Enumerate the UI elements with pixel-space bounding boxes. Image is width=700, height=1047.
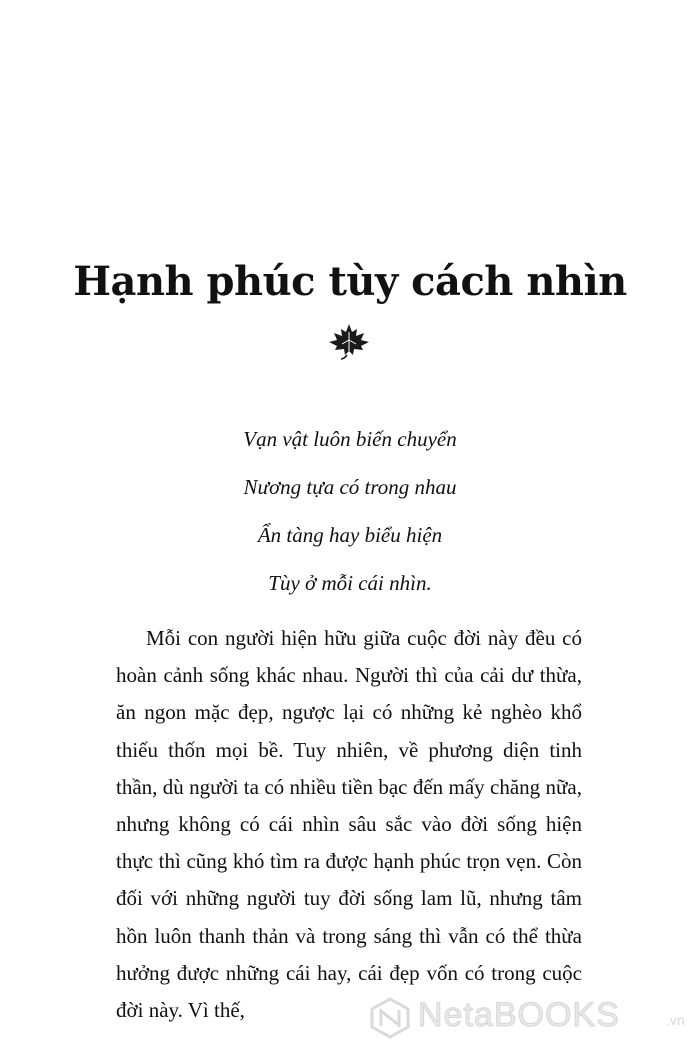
poem-line: Ẩn tàng hay biểu hiện bbox=[257, 523, 443, 547]
netabooks-logo-icon bbox=[368, 996, 412, 1040]
watermark-brand: NetaBOOKS bbox=[418, 996, 620, 1034]
body-paragraph: Mỗi con người hiện hữu giữa cuộc đời này đều có hoàn cảnh sống khác nhau. Người thì của cải dư thừa, ăn ngon mặc đẹp, ngược lại có những kẻ nghèo khổ thiếu thốn mọi bề. Tuy nhiên, về phương diện tinh thần, dù người ta có nhiều tiền bạc đến mấy chăng nữa, nhưng không có cái nhìn sâu sắc vào đời sống hiện thực thì cũng khó tìm ra được hạnh phúc trọn vẹn. Còn đối với những người tuy đời sống lam lũ, nhưng tâm hồn luôn thanh thản và trong sáng thì vẫn có thể thừa hưởng được những cái hay, cái đẹp vốn có trong cuộc đời này. Vì thế, bbox=[116, 626, 582, 1023]
poem-line: Tùy ở mỗi cái nhìn. bbox=[268, 571, 432, 595]
poem-line: Nương tựa có trong nhau bbox=[243, 475, 457, 499]
poem-line: Vạn vật luôn biến chuyển bbox=[243, 427, 457, 451]
watermark-suffix: .vn bbox=[666, 1012, 685, 1028]
maple-leaf-icon bbox=[327, 322, 371, 360]
watermark bbox=[368, 990, 700, 1040]
chapter-title: Hạnh phúc tùy cách nhìn bbox=[73, 258, 627, 305]
epigraph-poem bbox=[0, 424, 700, 616]
